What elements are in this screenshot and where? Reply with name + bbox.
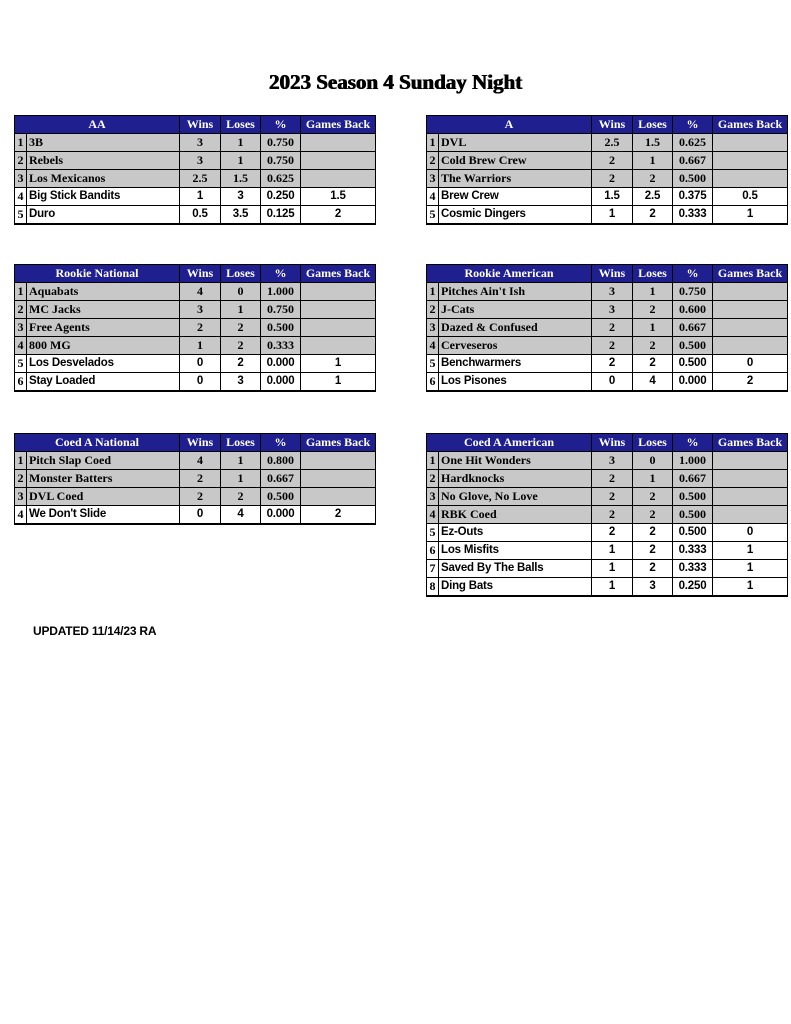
wins-cell: 0	[180, 355, 221, 373]
percent-cell: 0.250	[261, 188, 301, 206]
percent-cell: 0.500	[673, 506, 713, 524]
table-row	[427, 488, 788, 506]
percent-cell: 0.600	[673, 301, 713, 319]
rank-cell: 2	[427, 152, 439, 170]
team-name-cell: Benchwarmers	[439, 355, 592, 373]
column-header: Wins	[180, 265, 221, 283]
rank-cell: 8	[427, 578, 439, 597]
team-name-cell: Ez-Outs	[439, 524, 592, 542]
loses-cell: 2	[221, 319, 261, 337]
wins-cell: 2	[180, 488, 221, 506]
column-header: Games Back	[301, 116, 376, 134]
loses-cell: 3	[221, 188, 261, 206]
table-row	[15, 319, 376, 337]
team-name-cell: Pitch Slap Coed	[27, 452, 180, 470]
rank-cell: 2	[427, 301, 439, 319]
games-back-cell: 1	[713, 578, 788, 597]
loses-cell: 4	[633, 373, 673, 392]
wins-cell: 4	[180, 452, 221, 470]
percent-cell: 0.500	[261, 488, 301, 506]
table-row	[427, 578, 788, 597]
standings-table	[426, 264, 788, 392]
wins-cell: 2	[180, 470, 221, 488]
team-name-cell: Cerveseros	[439, 337, 592, 355]
rank-cell: 3	[427, 488, 439, 506]
rank-cell: 4	[15, 337, 27, 355]
table-row	[427, 373, 788, 392]
column-header: %	[261, 434, 301, 452]
rank-cell: 4	[427, 506, 439, 524]
team-name-cell: J-Cats	[439, 301, 592, 319]
games-back-cell	[713, 488, 788, 506]
team-name-cell: 800 MG	[27, 337, 180, 355]
percent-cell: 0.333	[673, 560, 713, 578]
loses-cell: 2	[221, 337, 261, 355]
loses-cell: 3.5	[221, 206, 261, 225]
rank-cell: 1	[15, 134, 27, 152]
games-back-cell	[713, 301, 788, 319]
percent-cell: 0.250	[673, 578, 713, 597]
wins-cell: 3	[592, 283, 633, 301]
table-row	[427, 542, 788, 560]
wins-cell: 4	[180, 283, 221, 301]
rank-cell: 5	[15, 355, 27, 373]
wins-cell: 2	[592, 337, 633, 355]
team-name-cell: Los Desvelados	[27, 355, 180, 373]
rank-cell: 7	[427, 560, 439, 578]
column-header: Loses	[221, 116, 261, 134]
team-name-cell: Pitches Ain't Ish	[439, 283, 592, 301]
loses-cell: 0	[633, 452, 673, 470]
loses-cell: 1	[633, 283, 673, 301]
team-name-cell: Aquabats	[27, 283, 180, 301]
team-name-cell: Monster Batters	[27, 470, 180, 488]
games-back-cell: 2	[301, 506, 376, 525]
team-name-cell: We Don't Slide	[27, 506, 180, 525]
loses-cell: 2	[633, 524, 673, 542]
table-row	[427, 470, 788, 488]
games-back-cell: 1	[713, 542, 788, 560]
wins-cell: 3	[592, 452, 633, 470]
wins-cell: 0	[180, 506, 221, 525]
team-name-cell: DVL	[439, 134, 592, 152]
table-row	[15, 206, 376, 225]
standings-table	[14, 264, 376, 392]
games-back-cell	[301, 337, 376, 355]
table-row	[15, 488, 376, 506]
percent-cell: 0.800	[261, 452, 301, 470]
rank-cell: 3	[15, 170, 27, 188]
loses-cell: 1	[633, 319, 673, 337]
wins-cell: 3	[592, 301, 633, 319]
column-header: Loses	[221, 265, 261, 283]
team-name-cell: Los Pisones	[439, 373, 592, 392]
games-back-cell	[713, 337, 788, 355]
table-row	[15, 506, 376, 525]
games-back-cell: 2	[301, 206, 376, 225]
wins-cell: 1	[592, 542, 633, 560]
standings-table	[14, 433, 376, 525]
loses-cell: 1.5	[633, 134, 673, 152]
loses-cell: 2	[633, 355, 673, 373]
team-name-cell: Los Misfits	[439, 542, 592, 560]
wins-cell: 0.5	[180, 206, 221, 225]
percent-cell: 0.750	[261, 152, 301, 170]
percent-cell: 0.000	[673, 373, 713, 392]
table-row	[427, 301, 788, 319]
updated-note: UPDATED 11/14/23 RA	[33, 624, 157, 638]
wins-cell: 2	[180, 319, 221, 337]
standings-table	[426, 433, 788, 597]
table-row	[15, 355, 376, 373]
loses-cell: 1	[633, 152, 673, 170]
percent-cell: 1.000	[673, 452, 713, 470]
loses-cell: 2	[633, 337, 673, 355]
team-name-cell: No Glove, No Love	[439, 488, 592, 506]
loses-cell: 1	[221, 470, 261, 488]
team-name-cell: One Hit Wonders	[439, 452, 592, 470]
rank-cell: 1	[427, 134, 439, 152]
games-back-cell	[301, 170, 376, 188]
games-back-cell	[713, 470, 788, 488]
rank-cell: 6	[15, 373, 27, 392]
percent-cell: 0.375	[673, 188, 713, 206]
column-header: Wins	[592, 265, 633, 283]
loses-cell: 1	[221, 452, 261, 470]
games-back-cell	[713, 283, 788, 301]
wins-cell: 2.5	[180, 170, 221, 188]
games-back-cell	[301, 134, 376, 152]
wins-cell: 2	[592, 506, 633, 524]
loses-cell: 2	[633, 506, 673, 524]
page-title: 2023 Season 4 Sunday Night	[268, 70, 523, 94]
column-header: Loses	[633, 434, 673, 452]
rank-cell: 2	[427, 470, 439, 488]
team-name-cell: 3B	[27, 134, 180, 152]
rank-cell: 5	[15, 206, 27, 225]
games-back-cell	[713, 170, 788, 188]
games-back-cell: 0	[713, 355, 788, 373]
games-back-cell: 1.5	[301, 188, 376, 206]
games-back-cell	[301, 152, 376, 170]
percent-cell: 0.750	[673, 283, 713, 301]
table-row	[15, 301, 376, 319]
rank-cell: 3	[427, 319, 439, 337]
wins-cell: 3	[180, 152, 221, 170]
loses-cell: 2	[221, 488, 261, 506]
rank-cell: 2	[15, 152, 27, 170]
rank-cell: 6	[427, 373, 439, 392]
wins-cell: 2	[592, 524, 633, 542]
column-header: %	[261, 265, 301, 283]
percent-cell: 0.750	[261, 301, 301, 319]
wins-cell: 2	[592, 470, 633, 488]
column-header: Games Back	[301, 434, 376, 452]
wins-cell: 2	[592, 488, 633, 506]
loses-cell: 2	[221, 355, 261, 373]
team-name-cell: Rebels	[27, 152, 180, 170]
games-back-cell	[301, 283, 376, 301]
wins-cell: 1	[180, 337, 221, 355]
team-name-cell: Los Mexicanos	[27, 170, 180, 188]
table-row	[427, 452, 788, 470]
table-row	[15, 152, 376, 170]
loses-cell: 3	[633, 578, 673, 597]
percent-cell: 0.333	[673, 542, 713, 560]
loses-cell: 2.5	[633, 188, 673, 206]
loses-cell: 0	[221, 283, 261, 301]
loses-cell: 2	[633, 301, 673, 319]
column-header: Games Back	[713, 265, 788, 283]
wins-cell: 2	[592, 152, 633, 170]
games-back-cell: 1	[301, 355, 376, 373]
standings-table	[14, 115, 376, 225]
percent-cell: 0.125	[261, 206, 301, 225]
table-row	[15, 337, 376, 355]
column-header: %	[673, 116, 713, 134]
wins-cell: 1.5	[592, 188, 633, 206]
table-row	[427, 560, 788, 578]
column-header: %	[261, 116, 301, 134]
wins-cell: 0	[592, 373, 633, 392]
percent-cell: 0.500	[673, 488, 713, 506]
table-row	[427, 188, 788, 206]
games-back-cell	[301, 488, 376, 506]
loses-cell: 2	[633, 542, 673, 560]
games-back-cell	[713, 506, 788, 524]
column-header: Games Back	[713, 434, 788, 452]
team-name-cell: Hardknocks	[439, 470, 592, 488]
team-name-cell: Free Agents	[27, 319, 180, 337]
column-header: %	[673, 434, 713, 452]
loses-cell: 3	[221, 373, 261, 392]
team-name-cell: Duro	[27, 206, 180, 225]
table-row	[427, 337, 788, 355]
team-name-cell: The Warriors	[439, 170, 592, 188]
column-header: Loses	[633, 265, 673, 283]
rank-cell: 4	[427, 337, 439, 355]
division-header: AA	[15, 116, 180, 134]
wins-cell: 2.5	[592, 134, 633, 152]
wins-cell: 1	[180, 188, 221, 206]
percent-cell: 0.500	[673, 170, 713, 188]
rank-cell: 1	[427, 452, 439, 470]
loses-cell: 1	[633, 470, 673, 488]
games-back-cell: 0.5	[713, 188, 788, 206]
wins-cell: 1	[592, 206, 633, 225]
division-header: A	[427, 116, 592, 134]
percent-cell: 0.500	[673, 355, 713, 373]
team-name-cell: Cosmic Dingers	[439, 206, 592, 225]
percent-cell: 0.625	[261, 170, 301, 188]
games-back-cell	[301, 319, 376, 337]
rank-cell: 5	[427, 206, 439, 225]
wins-cell: 1	[592, 578, 633, 597]
rank-cell: 2	[15, 470, 27, 488]
percent-cell: 0.750	[261, 134, 301, 152]
loses-cell: 1	[221, 134, 261, 152]
table-row	[15, 188, 376, 206]
wins-cell: 2	[592, 170, 633, 188]
team-name-cell: Saved By The Balls	[439, 560, 592, 578]
rank-cell: 4	[427, 188, 439, 206]
loses-cell: 1.5	[221, 170, 261, 188]
rank-cell: 5	[427, 355, 439, 373]
games-back-cell	[301, 470, 376, 488]
percent-cell: 0.667	[673, 470, 713, 488]
table-row	[427, 134, 788, 152]
table-row	[427, 283, 788, 301]
team-name-cell: Cold Brew Crew	[439, 152, 592, 170]
division-header: Rookie National	[15, 265, 180, 283]
percent-cell: 0.667	[261, 470, 301, 488]
loses-cell: 1	[221, 301, 261, 319]
team-name-cell: Big Stick Bandits	[27, 188, 180, 206]
percent-cell: 0.667	[673, 152, 713, 170]
rank-cell: 3	[427, 170, 439, 188]
table-row	[427, 170, 788, 188]
percent-cell: 0.333	[261, 337, 301, 355]
percent-cell: 0.000	[261, 506, 301, 525]
column-header: Wins	[180, 434, 221, 452]
percent-cell: 0.500	[261, 319, 301, 337]
wins-cell: 0	[180, 373, 221, 392]
rank-cell: 2	[15, 301, 27, 319]
table-row	[427, 524, 788, 542]
table-row	[15, 373, 376, 392]
division-header: Coed A American	[427, 434, 592, 452]
percent-cell: 0.500	[673, 337, 713, 355]
percent-cell: 0.667	[673, 319, 713, 337]
table-row	[427, 206, 788, 225]
games-back-cell	[301, 452, 376, 470]
wins-cell: 3	[180, 134, 221, 152]
table-row	[427, 355, 788, 373]
rank-cell: 1	[15, 452, 27, 470]
column-header: Wins	[180, 116, 221, 134]
rank-cell: 1	[15, 283, 27, 301]
loses-cell: 2	[633, 206, 673, 225]
wins-cell: 2	[592, 319, 633, 337]
games-back-cell	[713, 452, 788, 470]
team-name-cell: Brew Crew	[439, 188, 592, 206]
percent-cell: 0.500	[673, 524, 713, 542]
games-back-cell: 1	[301, 373, 376, 392]
wins-cell: 3	[180, 301, 221, 319]
table-row	[427, 506, 788, 524]
column-header: Games Back	[713, 116, 788, 134]
column-header: Wins	[592, 434, 633, 452]
team-name-cell: RBK Coed	[439, 506, 592, 524]
column-header: Wins	[592, 116, 633, 134]
rank-cell: 4	[15, 506, 27, 525]
games-back-cell: 0	[713, 524, 788, 542]
team-name-cell: Stay Loaded	[27, 373, 180, 392]
team-name-cell: DVL Coed	[27, 488, 180, 506]
games-back-cell	[301, 301, 376, 319]
loses-cell: 2	[633, 488, 673, 506]
table-row	[15, 470, 376, 488]
wins-cell: 1	[592, 560, 633, 578]
wins-cell: 2	[592, 355, 633, 373]
team-name-cell: Dazed & Confused	[439, 319, 592, 337]
percent-cell: 0.625	[673, 134, 713, 152]
games-back-cell	[713, 134, 788, 152]
percent-cell: 0.000	[261, 373, 301, 392]
loses-cell: 1	[221, 152, 261, 170]
table-row	[427, 319, 788, 337]
rank-cell: 5	[427, 524, 439, 542]
games-back-cell	[713, 319, 788, 337]
games-back-cell: 1	[713, 560, 788, 578]
rank-cell: 3	[15, 488, 27, 506]
table-row	[427, 152, 788, 170]
rank-cell: 1	[427, 283, 439, 301]
games-back-cell: 1	[713, 206, 788, 225]
column-header: %	[673, 265, 713, 283]
games-back-cell	[713, 152, 788, 170]
rank-cell: 3	[15, 319, 27, 337]
division-header: Coed A National	[15, 434, 180, 452]
loses-cell: 4	[221, 506, 261, 525]
rank-cell: 6	[427, 542, 439, 560]
column-header: Games Back	[301, 265, 376, 283]
games-back-cell: 2	[713, 373, 788, 392]
standings-table	[426, 115, 788, 225]
division-header: Rookie American	[427, 265, 592, 283]
team-name-cell: MC Jacks	[27, 301, 180, 319]
table-row	[15, 170, 376, 188]
column-header: Loses	[221, 434, 261, 452]
rank-cell: 4	[15, 188, 27, 206]
percent-cell: 1.000	[261, 283, 301, 301]
table-row	[15, 134, 376, 152]
table-row	[15, 452, 376, 470]
table-row	[15, 283, 376, 301]
team-name-cell: Ding Bats	[439, 578, 592, 597]
percent-cell: 0.000	[261, 355, 301, 373]
percent-cell: 0.333	[673, 206, 713, 225]
column-header: Loses	[633, 116, 673, 134]
loses-cell: 2	[633, 170, 673, 188]
loses-cell: 2	[633, 560, 673, 578]
